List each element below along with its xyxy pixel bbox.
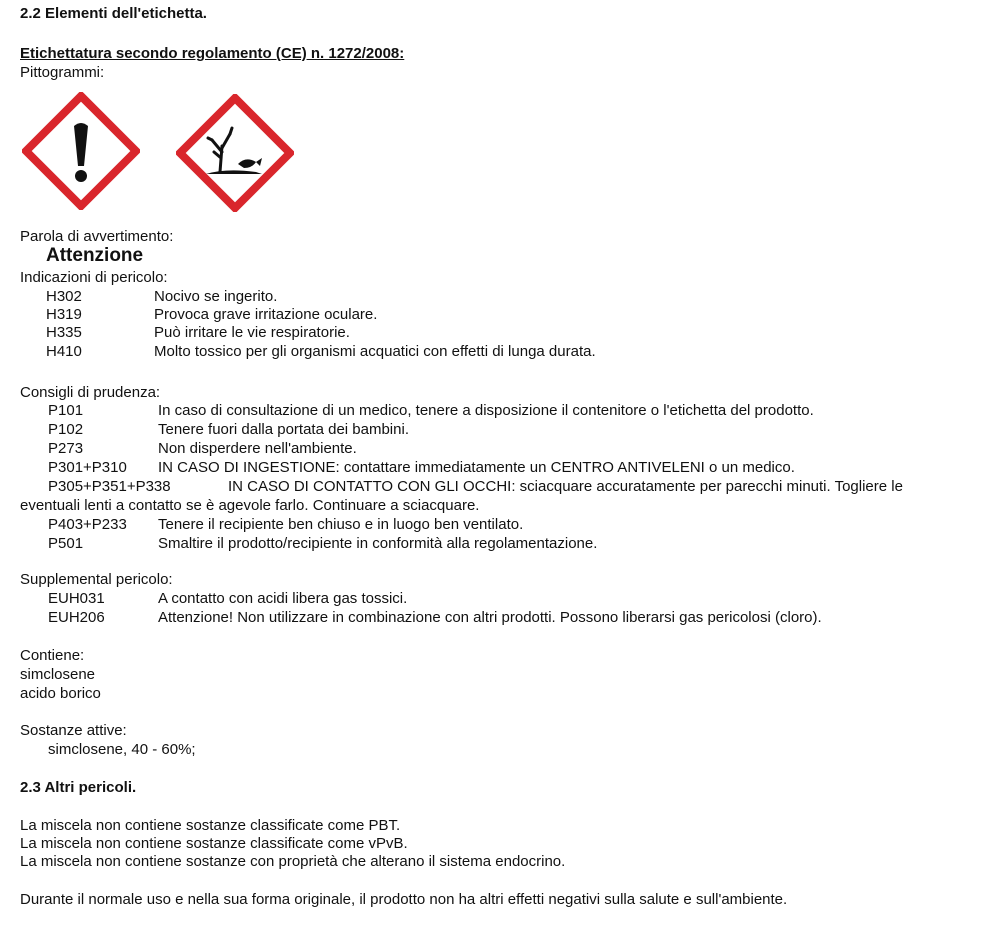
pictograms-label: Pittogrammi:	[20, 64, 105, 81]
environment-hazard-icon	[176, 94, 294, 212]
precautionary-code: P501	[48, 535, 84, 552]
supplemental-code: EUH206	[48, 609, 105, 626]
precautionary-text: Tenere fuori dalla portata dei bambini.	[158, 421, 409, 438]
precautionary-text: Non disperdere nell'ambiente.	[158, 440, 357, 457]
hazard-code: H335	[46, 324, 82, 341]
precautionary-code: P101	[48, 402, 84, 419]
precautionary-statements-label: Consigli di prudenza:	[20, 384, 161, 401]
section-heading-2-2: 2.2 Elementi dell'etichetta.	[20, 5, 207, 22]
supplemental-label: Supplemental pericolo:	[20, 571, 173, 588]
precautionary-text: In caso di consultazione di un medico, tenere a disposizione il contenitore o l'etichetta del prodotto.	[158, 402, 814, 419]
supplemental-text: A contatto con acidi libera gas tossici.	[158, 590, 408, 607]
labelling-title: Etichettatura secondo regolamento (CE) n. 1272/2008:	[20, 45, 405, 62]
precautionary-text: Smaltire il prodotto/recipiente in conformità alla regolamentazione.	[158, 535, 598, 552]
precautionary-code: P403+P233	[48, 516, 127, 533]
hazard-code: H302	[46, 288, 82, 305]
precautionary-code: P301+P310	[48, 459, 127, 476]
precautionary-code: P102	[48, 421, 84, 438]
signal-word: Attenzione	[46, 245, 144, 266]
hazard-text: Nocivo se ingerito.	[154, 288, 278, 305]
precautionary-code: P305+P351+P338	[48, 478, 171, 495]
precautionary-text: Tenere il recipiente ben chiuso e in luogo ben ventilato.	[158, 516, 524, 533]
contains-label: Contiene:	[20, 647, 85, 664]
contains-item: acido borico	[20, 685, 101, 702]
precautionary-text-continuation: eventuali lenti a contatto se è agevole farlo. Continuare a sciacquare.	[20, 497, 480, 514]
hazard-statements-label: Indicazioni di pericolo:	[20, 269, 168, 286]
precautionary-code: P273	[48, 440, 84, 457]
hazard-text: Molto tossico per gli organismi acquatici con effetti di lunga durata.	[154, 343, 596, 360]
other-hazard-line: La miscela non contiene sostanze classificate come vPvB.	[20, 835, 408, 852]
exclamation-mark-icon	[22, 92, 140, 210]
active-substances-label: Sostanze attive:	[20, 722, 127, 739]
signal-word-label: Parola di avvertimento:	[20, 228, 174, 245]
hazard-text: Può irritare le vie respiratorie.	[154, 324, 350, 341]
hazard-code: H319	[46, 306, 82, 323]
active-substance: simclosene, 40 - 60%;	[48, 741, 196, 758]
supplemental-text: Attenzione! Non utilizzare in combinazione con altri prodotti. Possono liberarsi gas pericolosi (cloro).	[158, 609, 822, 626]
other-hazard-line: La miscela non contiene sostanze con proprietà che alterano il sistema endocrino.	[20, 853, 566, 870]
hazard-code: H410	[46, 343, 82, 360]
supplemental-code: EUH031	[48, 590, 105, 607]
precautionary-text: IN CASO DI INGESTIONE: contattare immediatamente un CENTRO ANTIVELENI o un medico.	[158, 459, 795, 476]
precautionary-text: IN CASO DI CONTATTO CON GLI OCCHI: sciacquare accuratamente per parecchi minuti. Togliere le	[228, 478, 903, 495]
other-hazard-line: La miscela non contiene sostanze classificate come PBT.	[20, 817, 401, 834]
final-note: Durante il normale uso e nella sua forma originale, il prodotto non ha altri effetti negativi sulla salute e sull'ambiente.	[20, 891, 788, 908]
contains-item: simclosene	[20, 666, 96, 683]
section-heading-2-3: 2.3 Altri pericoli.	[20, 779, 137, 796]
hazard-text: Provoca grave irritazione oculare.	[154, 306, 378, 323]
